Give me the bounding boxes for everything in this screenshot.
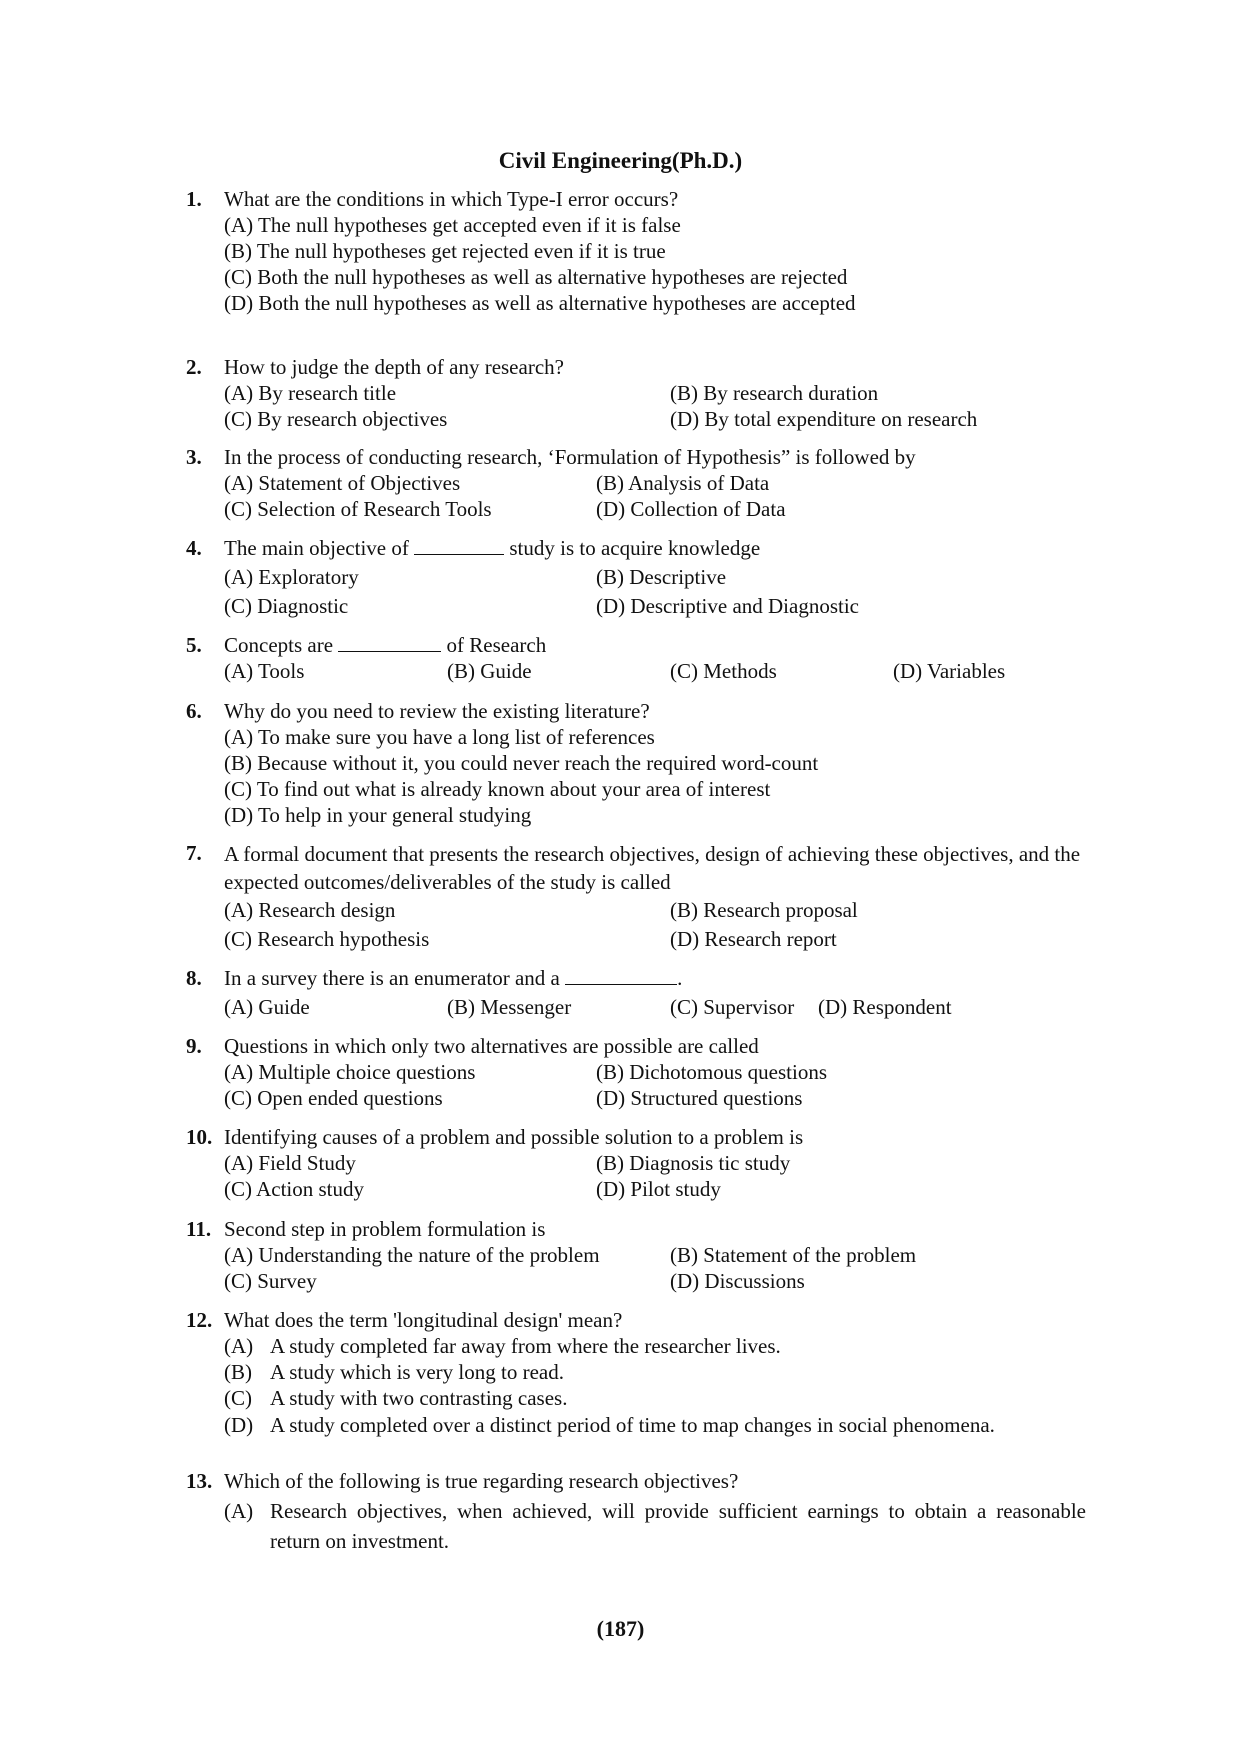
question-number: 1. <box>186 187 202 211</box>
option: (B) By research duration <box>670 381 879 405</box>
answer-blank <box>565 966 677 985</box>
option: (C) Methods <box>670 659 777 683</box>
option: (A) Tools <box>224 659 305 683</box>
option-label: (D) <box>224 1413 254 1437</box>
option-label: (C) <box>224 1386 252 1410</box>
question-5 <box>186 632 1086 687</box>
option: (A) By research title <box>224 381 397 405</box>
option: (A) Field Study <box>224 1151 356 1175</box>
question-number: 11. <box>186 1217 212 1241</box>
option: (B) Diagnosis tic study <box>596 1151 791 1175</box>
stem-text-before-blank: Concepts are <box>224 633 334 657</box>
option-label: (A) <box>224 1499 254 1523</box>
option: (D) Respondent <box>818 995 952 1019</box>
question-8 <box>186 965 1086 1020</box>
page-number: (187) <box>596 1616 645 1641</box>
question-stem: How to judge the depth of any research? <box>224 355 564 379</box>
stem-text-before-blank: In a survey there is an enumerator and a <box>224 966 560 990</box>
question-9 <box>186 1033 1086 1113</box>
question-stem: A formal document that presents the research objectives, design of achieving these objectives, and the expected outcomes/deliverables of the study is called <box>224 842 1081 894</box>
option <box>224 1385 1086 1411</box>
option: (C) Survey <box>224 1269 317 1293</box>
option: (C) To find out what is already known about your area of interest <box>224 777 771 801</box>
option: (D) By total expenditure on research <box>670 407 978 431</box>
option: (B) The null hypotheses get rejected even if it is true <box>224 239 666 263</box>
question-number: 9. <box>186 1034 202 1058</box>
question-number: 12. <box>186 1308 213 1332</box>
question-stem: Which of the following is true regarding research objectives? <box>224 1469 739 1493</box>
stem-text-before-blank: The main objective of <box>224 536 409 560</box>
option-text: Research objectives, when achieved, will provide sufficient earnings to obtain a reasonable return on investment. <box>270 1499 1086 1553</box>
question-stem: Identifying causes of a problem and possible solution to a problem is <box>224 1125 804 1149</box>
question-11 <box>186 1216 1086 1296</box>
option: (D) Discussions <box>670 1269 805 1293</box>
option: (B) Messenger <box>447 995 572 1019</box>
question-stem: In the process of conducting research, ‘Formulation of Hypothesis” is followed by <box>224 445 916 469</box>
option: (C) Research hypothesis <box>224 927 430 951</box>
option <box>224 1496 1086 1556</box>
question-stem <box>224 965 1086 991</box>
option: (C) Open ended questions <box>224 1086 443 1110</box>
option: (C) Supervisor <box>670 995 795 1019</box>
question-stem: Second step in problem formulation is <box>224 1217 546 1241</box>
option: (D) To help in your general studying <box>224 803 532 827</box>
stem-text-after-blank: of Research <box>446 633 547 657</box>
question-stem: What does the term 'longitudinal design' mean? <box>224 1308 623 1332</box>
option: (A) Statement of Objectives <box>224 471 461 495</box>
option: (D) Variables <box>893 659 1006 683</box>
option-text: A study completed far away from where the researcher lives. <box>270 1334 781 1358</box>
question-1 <box>186 186 1086 316</box>
option: (A) The null hypotheses get accepted even if it is false <box>224 213 681 237</box>
question-6 <box>186 698 1086 828</box>
question-2 <box>186 354 1086 434</box>
question-12 <box>186 1307 1086 1439</box>
stem-text-after-blank: . <box>677 966 683 990</box>
option: (D) Structured questions <box>596 1086 803 1110</box>
option <box>224 1359 1086 1385</box>
question-stem: What are the conditions in which Type-I error occurs? <box>224 187 679 211</box>
question-number: 6. <box>186 699 202 723</box>
answer-blank <box>338 633 441 652</box>
option: (A) Multiple choice questions <box>224 1060 476 1084</box>
option: (A) Exploratory <box>224 565 359 589</box>
option-text: A study with two contrasting cases. <box>270 1386 568 1410</box>
question-3 <box>186 444 1086 524</box>
option-label: (A) <box>224 1334 254 1358</box>
question-number: 3. <box>186 445 202 469</box>
question-number: 13. <box>186 1469 213 1493</box>
option: (B) Because without it, you could never reach the required word-count <box>224 751 819 775</box>
option: (C) Diagnostic <box>224 594 349 618</box>
option: (D) Research report <box>670 927 837 951</box>
option: (C) Action study <box>224 1177 364 1201</box>
question-number: 7. <box>186 841 202 865</box>
answer-blank <box>414 536 504 555</box>
question-7 <box>186 840 1086 955</box>
option: (D) Descriptive and Diagnostic <box>596 594 860 618</box>
question-number: 4. <box>186 536 202 560</box>
question-stem: Questions in which only two alternatives are possible are called <box>224 1034 759 1058</box>
question-10 <box>186 1124 1086 1204</box>
question-13 <box>186 1468 1086 1556</box>
option: (A) Understanding the nature of the problem <box>224 1243 600 1267</box>
option: (A) Guide <box>224 995 310 1019</box>
option-text: A study which is very long to read. <box>270 1360 564 1384</box>
option <box>224 1411 1086 1439</box>
question-4 <box>186 535 1086 620</box>
option: (C) By research objectives <box>224 407 448 431</box>
option: (B) Dichotomous questions <box>596 1060 827 1084</box>
question-stem <box>224 632 1086 658</box>
option: (B) Descriptive <box>596 565 727 589</box>
option: (D) Pilot study <box>596 1177 721 1201</box>
option-label: (B) <box>224 1360 252 1384</box>
option: (D) Both the null hypotheses as well as alternative hypotheses are accepted <box>224 291 856 315</box>
question-number: 2. <box>186 355 202 379</box>
option <box>224 1333 1086 1359</box>
question-number: 5. <box>186 633 202 657</box>
option: (C) Both the null hypotheses as well as alternative hypotheses are rejected <box>224 265 848 289</box>
option: (A) Research design <box>224 898 396 922</box>
question-number: 10. <box>186 1125 213 1149</box>
question-stem <box>224 535 1086 561</box>
question-number: 8. <box>186 966 202 990</box>
option-text: A study completed over a distinct period of time to map changes in social phenomena. <box>270 1413 995 1437</box>
option: (B) Analysis of Data <box>596 471 770 495</box>
stem-text-after-blank: study is to acquire knowledge <box>509 536 761 560</box>
option: (C) Selection of Research Tools <box>224 497 492 521</box>
option: (B) Research proposal <box>670 898 858 922</box>
option: (B) Guide <box>447 659 532 683</box>
question-stem: Why do you need to review the existing literature? <box>224 699 650 723</box>
page-title: Civil Engineering(Ph.D.) <box>498 148 743 173</box>
option: (B) Statement of the problem <box>670 1243 917 1267</box>
option: (D) Collection of Data <box>596 497 786 521</box>
option: (A) To make sure you have a long list of references <box>224 725 655 749</box>
